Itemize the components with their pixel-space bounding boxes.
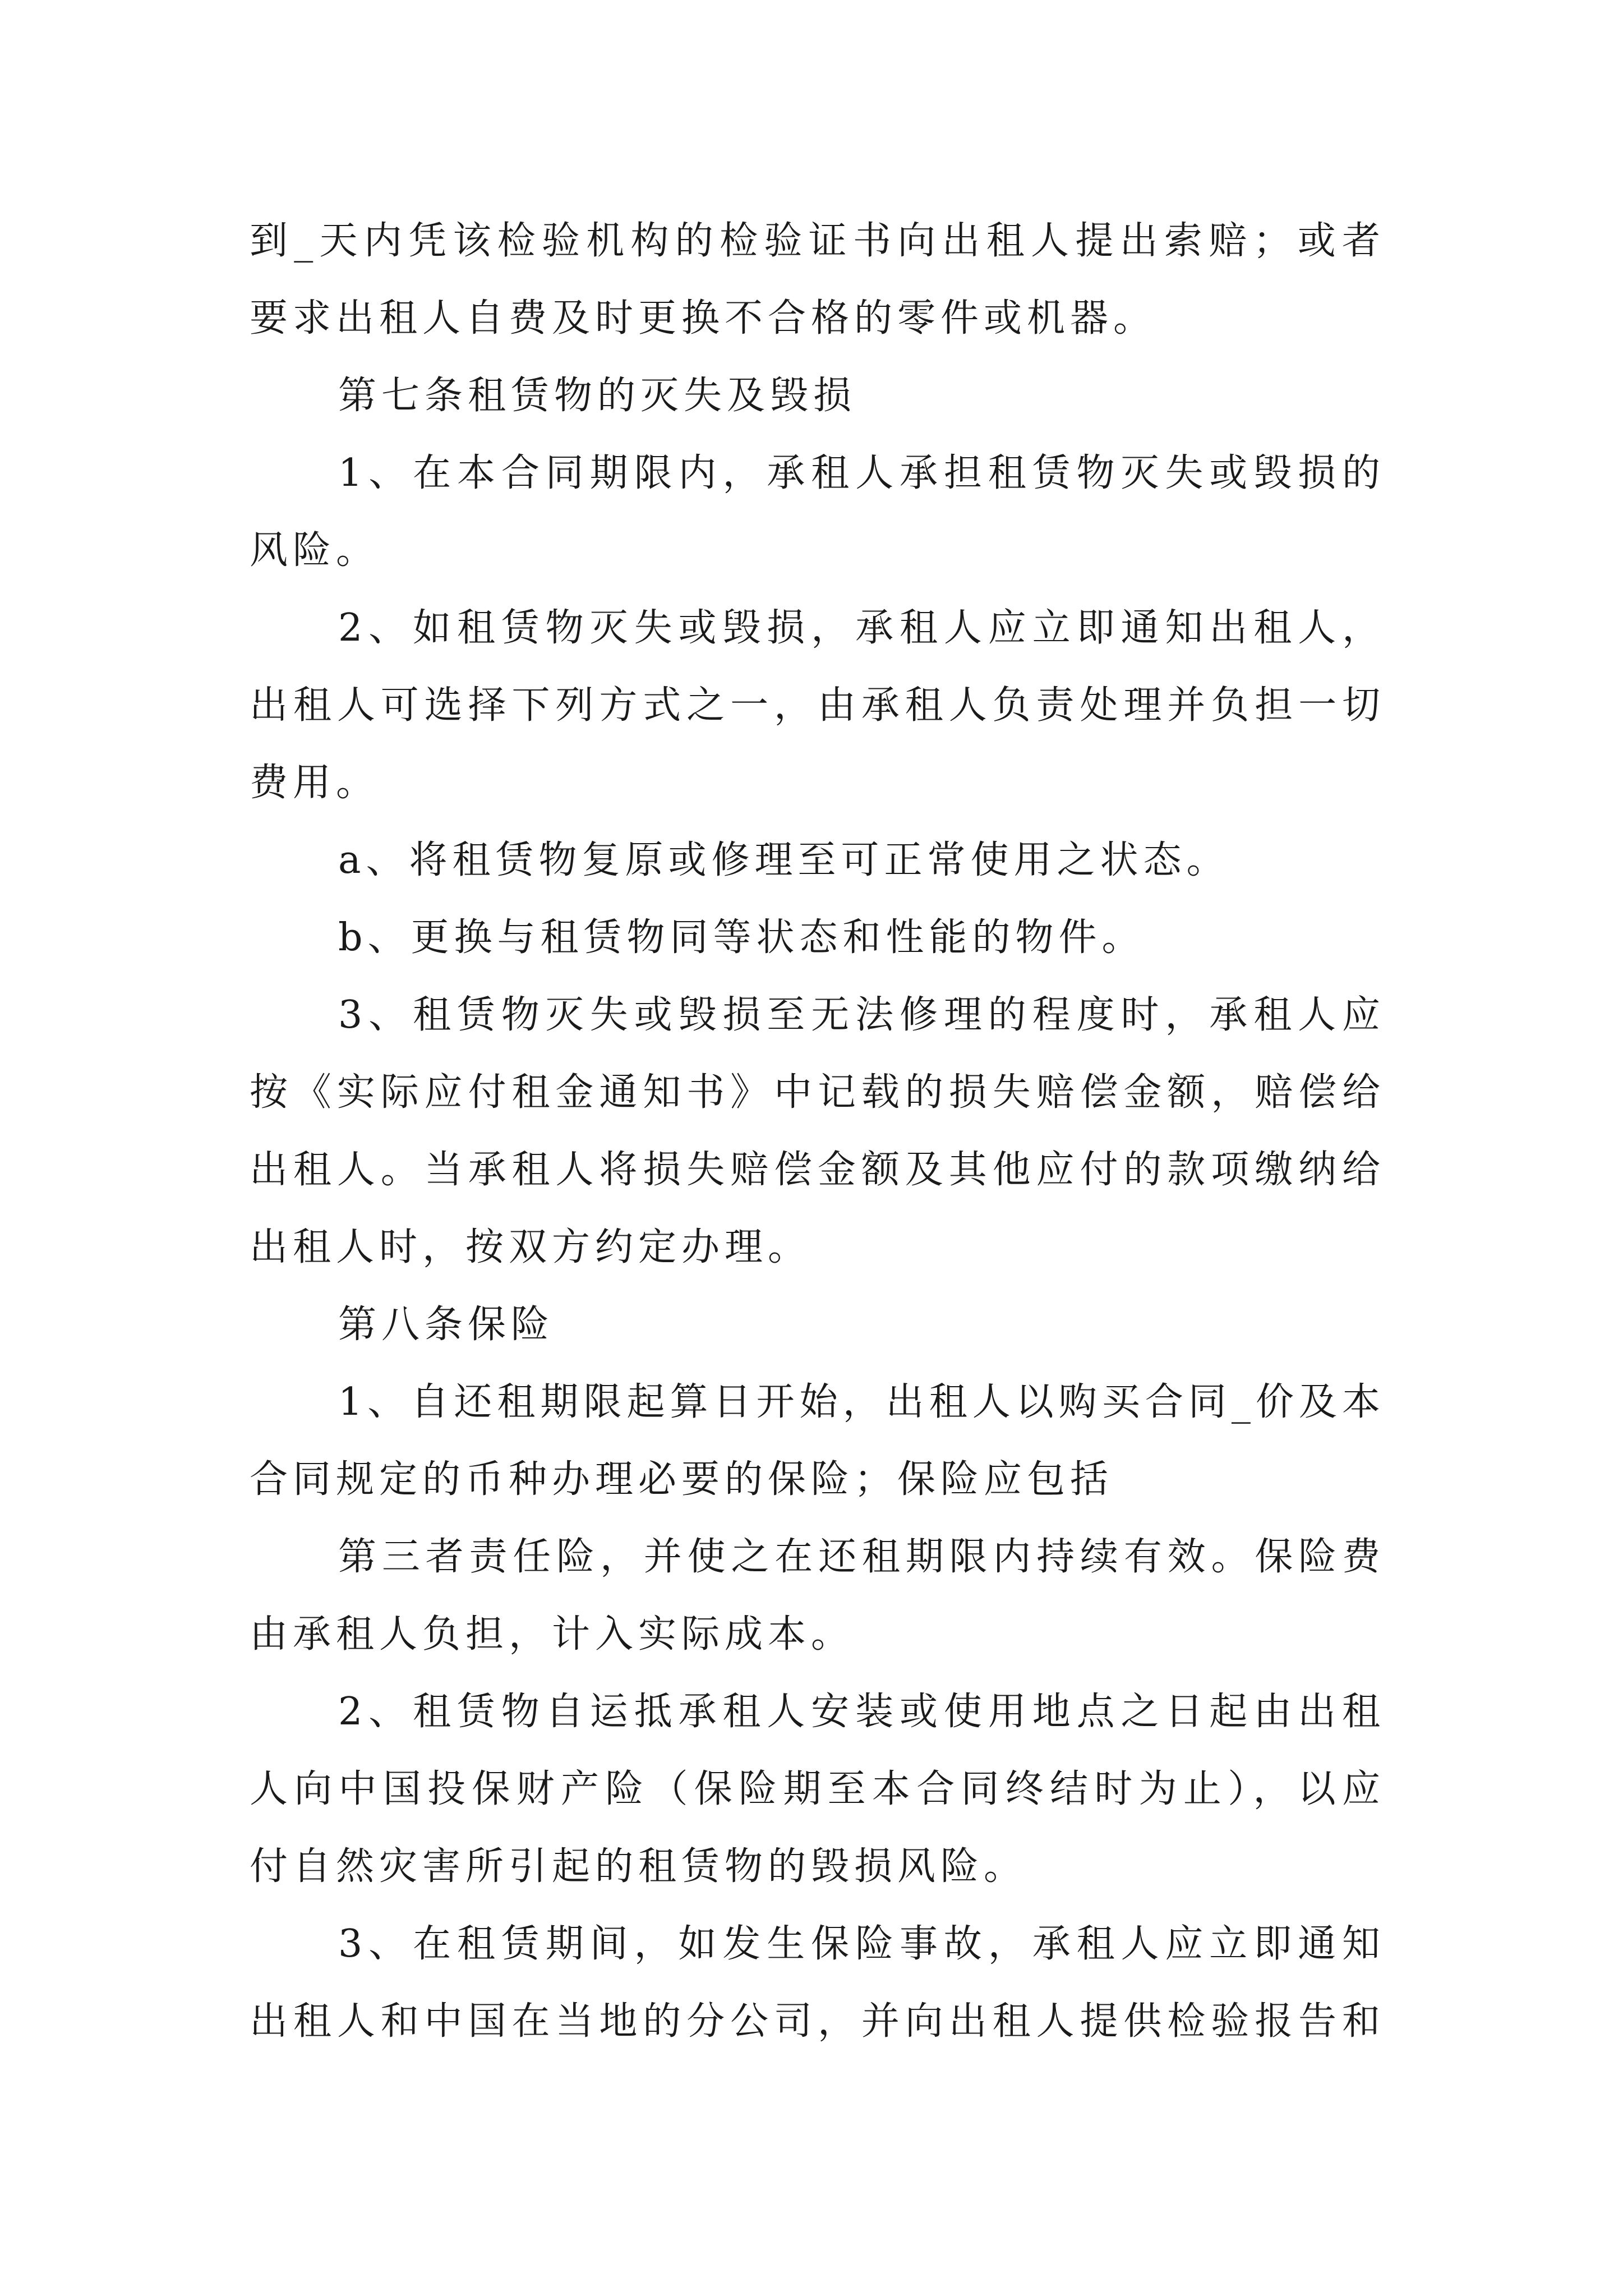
section-heading: 第八条保险 (338, 1303, 555, 1347)
text-line: 费用。 (250, 761, 380, 805)
text-line: 3、租赁物灭失或毁损至无法修理的程度时，承租人应 (338, 993, 1385, 1037)
text-line: 合同规定的币种办理必要的保险；保险应包括 (250, 1457, 1114, 1502)
text-line: 到_天内凭该检验机构的检验证书向出租人提出索赔；或者 (250, 219, 1385, 263)
text-line: 由承租人负担，计入实际成本。 (250, 1612, 855, 1657)
text-line: 付自然灾害所引起的租赁物的毁损风险。 (250, 1844, 1027, 1889)
section-heading: 第七条租赁物的灭失及毁损 (338, 374, 857, 418)
text-line: 出租人。当承租人将损失赔偿金额及其他应付的款项缴纳给 (250, 1148, 1385, 1192)
text-line: 2、如租赁物灭失或毁损，承租人应立即通知出租人， (338, 606, 1385, 650)
text-line: b、更换与租赁物同等状态和性能的物件。 (338, 915, 1145, 960)
text-line: 1、自还租期限起算日开始，出租人以购买合同_价及本 (338, 1380, 1385, 1424)
text-line: 人向中国投保财产险（保险期至本合同终结时为止），以应 (250, 1767, 1385, 1811)
text-line: 2、租赁物自运抵承租人安装或使用地点之日起由出租 (338, 1690, 1385, 1734)
text-line: 要求出租人自费及时更换不合格的零件或机器。 (250, 296, 1157, 341)
text-line: 出租人可选择下列方式之一，由承租人负责处理并负担一切 (250, 683, 1385, 728)
text-line: 1、在本合同期限内，承租人承担租赁物灭失或毁损的 (338, 451, 1385, 495)
text-line: 按《实际应付租金通知书》中记载的损失赔偿金额，赔偿给 (250, 1070, 1385, 1115)
text-line: 第三者责任险，并使之在还租期限内持续有效。保险费 (338, 1535, 1385, 1579)
text-line: 出租人时，按双方约定办理。 (250, 1225, 811, 1269)
text-line: a、将租赁物复原或修理至可正常使用之状态。 (338, 838, 1230, 882)
text-line: 3、在租赁期间，如发生保险事故，承租人应立即通知 (338, 1922, 1385, 1966)
text-line: 风险。 (250, 528, 380, 573)
text-line: 出租人和中国在当地的分公司，并向出租人提供检验报告和 (250, 1999, 1385, 2044)
